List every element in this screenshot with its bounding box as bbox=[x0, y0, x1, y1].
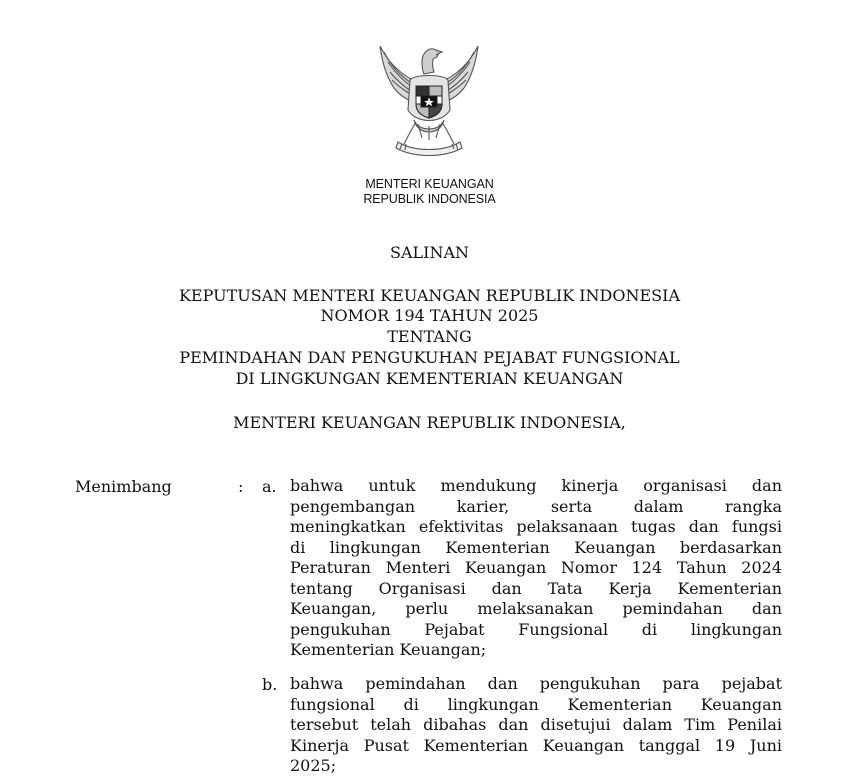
menimbang-colon: : bbox=[238, 477, 244, 496]
paragraph-line: tentang Organisasi dan Tata Kerja Kementerian bbox=[290, 578, 782, 598]
paragraph-line: fungsional di lingkungan Kementerian Keuangan bbox=[290, 694, 782, 714]
decree-subject-line: PEMINDAHAN DAN PENGUKUHAN PEJABAT FUNGSIONAL bbox=[179, 348, 680, 367]
paragraph-line: Kementerian Keuangan; bbox=[290, 640, 487, 659]
decree-number: NOMOR 194 TAHUN 2025 bbox=[320, 306, 539, 325]
paragraph-line: bahwa untuk mendukung kinerja organisasi dan bbox=[290, 476, 782, 495]
considering-item-a bbox=[290, 476, 782, 661]
paragraph-line: tersebut telah dibahas dan disetujui dalam Tim Penilai bbox=[290, 715, 782, 734]
issuer-line: MENTERI KEUANGAN REPUBLIK INDONESIA, bbox=[233, 413, 626, 432]
paragraph-line: di lingkungan Kementerian Keuangan berdasarkan bbox=[290, 537, 782, 557]
garuda-pancasila-emblem bbox=[370, 40, 488, 164]
decree-subject-line: DI LINGKUNGAN KEMENTERIAN KEUANGAN bbox=[235, 369, 624, 388]
ministry-name-line1: MENTERI KEUANGAN bbox=[365, 177, 494, 191]
decree-about: TENTANG bbox=[387, 327, 472, 346]
decree-title-line: KEPUTUSAN MENTERI KEUANGAN REPUBLIK INDONESIA bbox=[178, 286, 681, 305]
paragraph-line: Kinerja Pusat Kementerian Keuangan tanggal 19 Juni bbox=[290, 735, 782, 755]
paragraph-line: 2025; bbox=[290, 756, 337, 775]
paragraph-line: meningkatkan efektivitas pelaksanaan tugas dan fungsi bbox=[290, 517, 782, 536]
paragraph-line: pengukuhan Pejabat Fungsional di lingkungan bbox=[290, 619, 782, 639]
salinan-heading: SALINAN bbox=[389, 243, 469, 262]
item-letter-a: a. bbox=[262, 477, 277, 496]
menimbang-label: Menimbang bbox=[75, 477, 172, 496]
ministry-name-line2: REPUBLIK INDONESIA bbox=[363, 192, 496, 206]
paragraph-line: Peraturan Menteri Keuangan Nomor 124 Tahun 2024 bbox=[290, 558, 782, 577]
paragraph-line: bahwa pemindahan dan pengukuhan para pejabat bbox=[290, 674, 782, 693]
paragraph-line: Keuangan, perlu melaksanakan pemindahan dan bbox=[290, 599, 782, 618]
item-letter-b: b. bbox=[262, 675, 278, 694]
considering-item-b bbox=[290, 674, 782, 777]
paragraph-line: pengembangan karier, serta dalam rangka bbox=[290, 496, 782, 516]
